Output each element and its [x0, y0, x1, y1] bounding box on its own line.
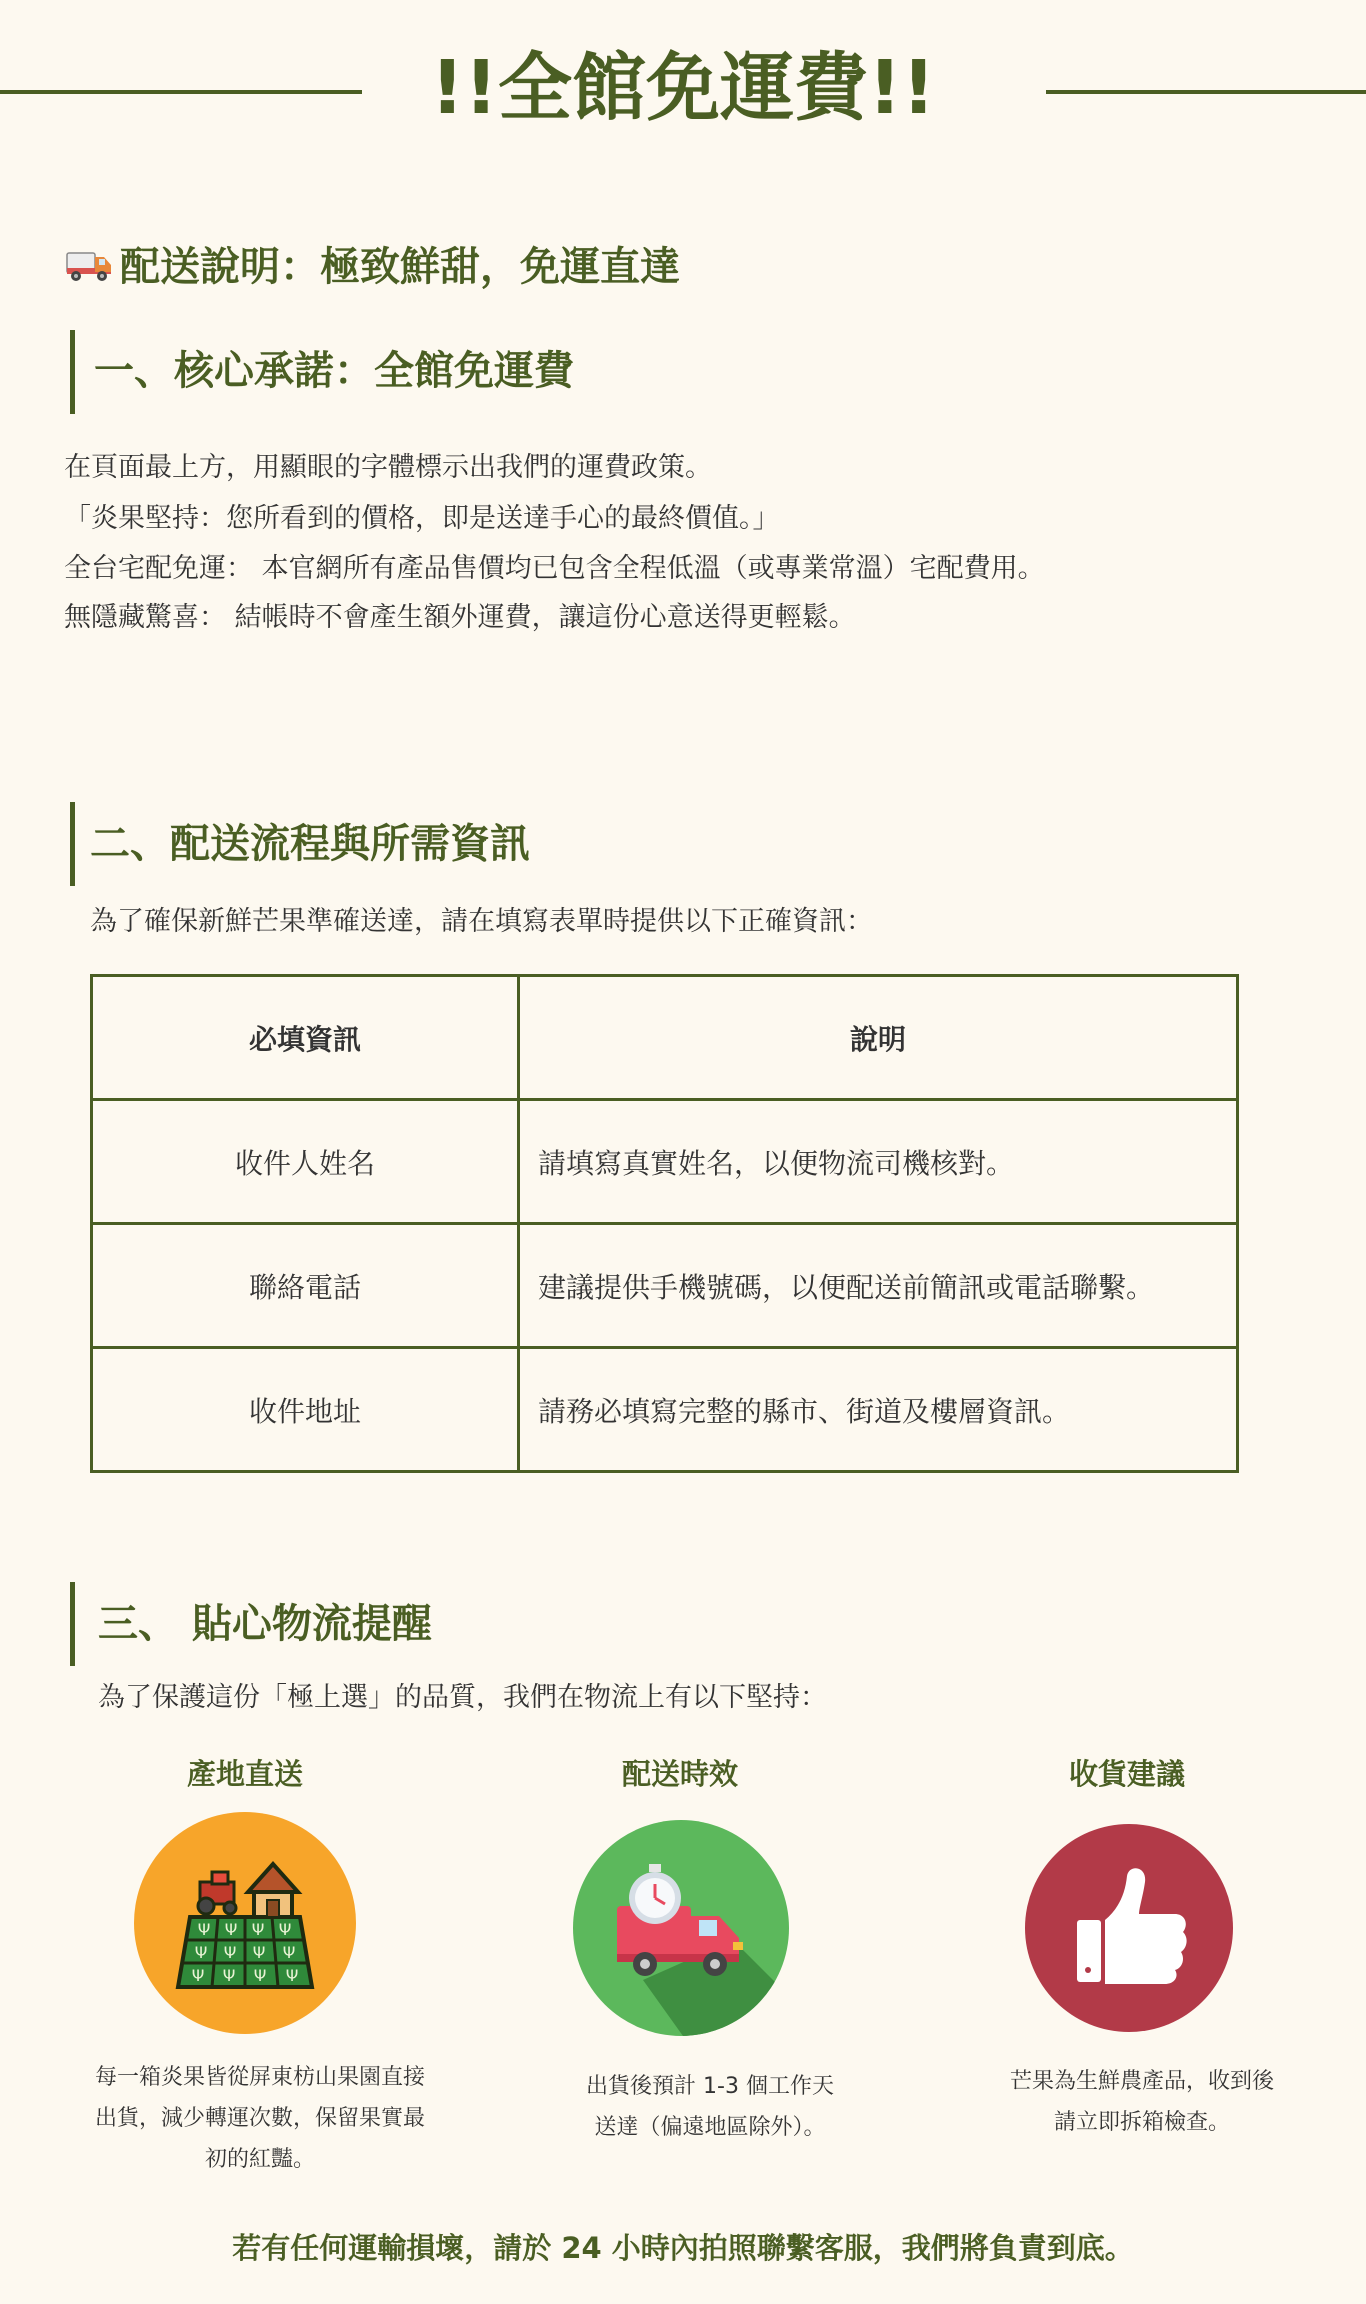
svg-text:Ψ: Ψ: [191, 1966, 205, 1985]
section1-line-3: 全台宅配免運： 本官網所有產品售價均已包含全程低溫（或專業常溫）宅配費用。: [64, 553, 1045, 584]
svg-text:Ψ: Ψ: [224, 1920, 238, 1939]
table-row: [92, 1348, 1238, 1472]
feature-title-delivery-time: 配送時效: [621, 1757, 738, 1791]
table-cell-desc: 請填寫真實姓名，以便物流司機核對。: [519, 1100, 1238, 1224]
section2-bar: [70, 802, 75, 886]
svg-text:Ψ: Ψ: [223, 1943, 237, 1962]
table-cell-desc: 建議提供手機號碼，以便配送前簡訊或電話聯繫。: [519, 1224, 1238, 1348]
svg-text:Ψ: Ψ: [278, 1920, 292, 1939]
section3-title: 三、 貼心物流提醒: [98, 1601, 432, 1647]
svg-text:Ψ: Ψ: [222, 1966, 236, 1985]
section3-bar: [70, 1582, 75, 1666]
feature-desc-receiving-advice: [962, 2061, 1322, 2143]
svg-text:Ψ: Ψ: [251, 1920, 265, 1939]
svg-text:Ψ: Ψ: [194, 1943, 208, 1962]
svg-text:Ψ: Ψ: [197, 1920, 211, 1939]
feature-desc-delivery-time: [520, 2066, 900, 2148]
section1-bar: [70, 330, 75, 414]
table-row: [92, 1100, 1238, 1224]
farm-icon: [134, 1812, 356, 2038]
table-cell-field: 聯絡電話: [92, 1224, 519, 1348]
section1-title: 一、核心承諾：全館免運費: [94, 348, 574, 394]
table-cell-field: 收件人姓名: [92, 1100, 519, 1224]
banner-title: !!全館免運費!!: [430, 45, 936, 131]
svg-text:Ψ: Ψ: [285, 1966, 299, 1985]
delivery-heading: [66, 243, 680, 293]
feature-title-origin: 產地直送: [186, 1757, 303, 1791]
feature-desc-line: 送達（偏遠地區除外）。: [594, 2115, 826, 2140]
section3-intro: 為了保護這份「極上選」的品質，我們在物流上有以下堅持：: [98, 1682, 827, 1713]
delivery-truck-clock-icon: [573, 1820, 789, 2040]
section1-line-4: 無隱藏驚喜： 結帳時不會產生額外運費，讓這份心意送得更輕鬆。: [64, 602, 856, 633]
svg-text:Ψ: Ψ: [282, 1943, 296, 1962]
required-info-table: [90, 974, 1239, 1473]
section2-intro: 為了確保新鮮芒果準確送達，請在填寫表單時提供以下正確資訊：: [90, 906, 873, 937]
thumbs-up-icon: [1025, 1824, 1233, 2036]
section1-line-1: 在頁面最上方，用顯眼的字體標示出我們的運費政策。: [64, 452, 712, 483]
truck-icon: [66, 245, 112, 293]
feature-desc-origin: [60, 2057, 460, 2180]
svg-text:Ψ: Ψ: [252, 1943, 266, 1962]
feature-desc-line: 出貨後預計 1-3 個工作天: [586, 2074, 834, 2099]
feature-desc-line: 初的紅豔。: [204, 2147, 315, 2172]
table-cell-field: 收件地址: [92, 1348, 519, 1472]
delivery-heading-text: 配送說明：極致鮮甜，免運直達: [120, 244, 680, 290]
section1-line-2: 「炎果堅持：您所看到的價格，即是送達手心的最終價值。」: [64, 503, 780, 534]
table-header-row: [92, 976, 1238, 1100]
feature-title-receiving-advice: 收貨建議: [1068, 1757, 1185, 1791]
table-header-description: 說明: [519, 976, 1238, 1100]
table-cell-desc: 請務必填寫完整的縣市、街道及樓層資訊。: [519, 1348, 1238, 1472]
table-row: [92, 1224, 1238, 1348]
feature-desc-line: 出貨，減少轉運次數，保留果實最: [94, 2106, 425, 2131]
svg-text:Ψ: Ψ: [253, 1966, 267, 1985]
feature-desc-line: 芒果為生鮮農產品，收到後: [1009, 2069, 1274, 2094]
table-header-required: 必填資訊: [92, 976, 519, 1100]
section2-title: 二、配送流程與所需資訊: [90, 821, 530, 867]
feature-desc-line: 每一箱炎果皆從屏東枋山果園直接: [94, 2065, 425, 2090]
footer-notice: 若有任何運輸損壞，請於 24 小時內拍照聯繫客服，我們將負責到底。: [232, 2231, 1134, 2265]
feature-desc-line: 請立即拆箱檢查。: [1053, 2110, 1230, 2135]
